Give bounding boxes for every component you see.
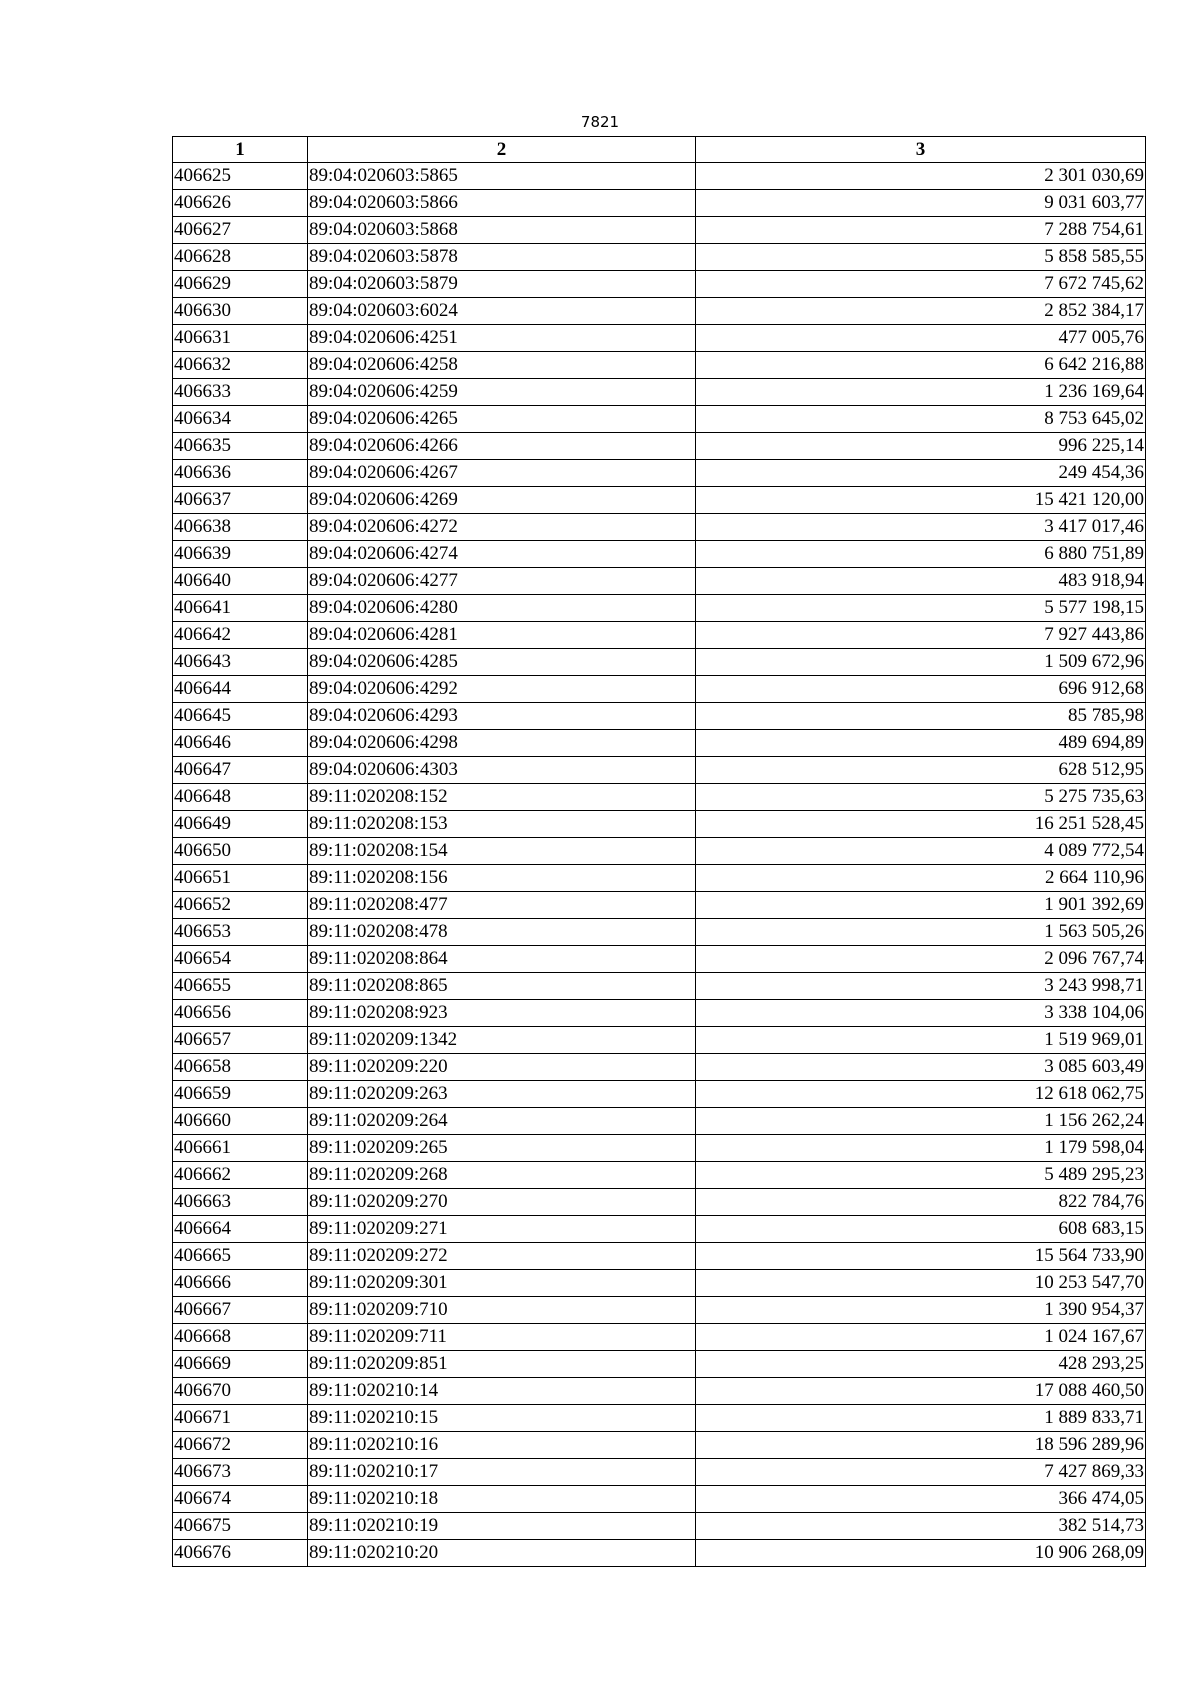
table-row: [173, 865, 1146, 892]
table-row: [173, 1027, 1146, 1054]
table-row: [173, 1351, 1146, 1378]
value-cell: 608 683,15: [696, 1216, 1146, 1243]
value-cell: 5 275 735,63: [696, 784, 1146, 811]
table-row: [173, 946, 1146, 973]
value-cell: 7 672 745,62: [696, 271, 1146, 298]
row-number-cell: 406671: [173, 1405, 308, 1432]
row-number-cell: 406673: [173, 1459, 308, 1486]
cadastral-number-cell: 89:04:020606:4293: [308, 703, 696, 730]
cadastral-number-cell: 89:11:020209:851: [308, 1351, 696, 1378]
cadastral-number-cell: 89:11:020208:477: [308, 892, 696, 919]
row-number-cell: 406661: [173, 1135, 308, 1162]
cadastral-number-cell: 89:11:020209:271: [308, 1216, 696, 1243]
cadastral-number-cell: 89:11:020208:864: [308, 946, 696, 973]
cadastral-number-cell: 89:04:020603:5878: [308, 244, 696, 271]
row-number-cell: 406638: [173, 514, 308, 541]
table-row: [173, 460, 1146, 487]
value-cell: 3 243 998,71: [696, 973, 1146, 1000]
cadastral-number-cell: 89:11:020209:272: [308, 1243, 696, 1270]
row-number-cell: 406634: [173, 406, 308, 433]
row-number-cell: 406672: [173, 1432, 308, 1459]
row-number-cell: 406635: [173, 433, 308, 460]
cadastral-number-cell: 89:04:020606:4272: [308, 514, 696, 541]
row-number-cell: 406628: [173, 244, 308, 271]
table-row: [173, 811, 1146, 838]
row-number-cell: 406644: [173, 676, 308, 703]
table-row: [173, 190, 1146, 217]
value-cell: 6 642 216,88: [696, 352, 1146, 379]
value-cell: 1 179 598,04: [696, 1135, 1146, 1162]
row-number-cell: 406667: [173, 1297, 308, 1324]
row-number-cell: 406627: [173, 217, 308, 244]
cadastral-number-cell: 89:04:020606:4265: [308, 406, 696, 433]
row-number-cell: 406648: [173, 784, 308, 811]
table-row: [173, 784, 1146, 811]
value-cell: 1 156 262,24: [696, 1108, 1146, 1135]
value-cell: 6 880 751,89: [696, 541, 1146, 568]
value-cell: 996 225,14: [696, 433, 1146, 460]
row-number-cell: 406653: [173, 919, 308, 946]
cadastral-number-cell: 89:11:020208:154: [308, 838, 696, 865]
cadastral-number-cell: 89:04:020606:4251: [308, 325, 696, 352]
value-cell: 15 421 120,00: [696, 487, 1146, 514]
value-cell: 366 474,05: [696, 1486, 1146, 1513]
cadastral-number-cell: 89:11:020208:153: [308, 811, 696, 838]
value-cell: 477 005,76: [696, 325, 1146, 352]
value-cell: 3 338 104,06: [696, 1000, 1146, 1027]
value-cell: 2 852 384,17: [696, 298, 1146, 325]
table-row: [173, 676, 1146, 703]
table-row: [173, 1486, 1146, 1513]
cadastral-number-cell: 89:04:020606:4277: [308, 568, 696, 595]
value-cell: 428 293,25: [696, 1351, 1146, 1378]
value-cell: 5 489 295,23: [696, 1162, 1146, 1189]
table-row: [173, 1378, 1146, 1405]
row-number-cell: 406670: [173, 1378, 308, 1405]
table-header-row: [173, 137, 1146, 163]
value-cell: 17 088 460,50: [696, 1378, 1146, 1405]
cadastral-number-cell: 89:04:020603:5865: [308, 163, 696, 190]
table-row: [173, 1216, 1146, 1243]
table-row: [173, 730, 1146, 757]
row-number-cell: 406660: [173, 1108, 308, 1135]
row-number-cell: 406674: [173, 1486, 308, 1513]
value-cell: 85 785,98: [696, 703, 1146, 730]
cadastral-number-cell: 89:11:020209:263: [308, 1081, 696, 1108]
table-row: [173, 568, 1146, 595]
cadastral-number-cell: 89:04:020603:5879: [308, 271, 696, 298]
value-cell: 249 454,36: [696, 460, 1146, 487]
column-header-2: 2: [308, 137, 696, 163]
value-cell: 15 564 733,90: [696, 1243, 1146, 1270]
row-number-cell: 406656: [173, 1000, 308, 1027]
row-number-cell: 406665: [173, 1243, 308, 1270]
cadastral-number-cell: 89:04:020606:4285: [308, 649, 696, 676]
value-cell: 1 390 954,37: [696, 1297, 1146, 1324]
cadastral-number-cell: 89:11:020209:711: [308, 1324, 696, 1351]
cadastral-number-cell: 89:11:020210:20: [308, 1540, 696, 1567]
value-cell: 2 664 110,96: [696, 865, 1146, 892]
cadastral-number-cell: 89:11:020209:301: [308, 1270, 696, 1297]
table-row: [173, 919, 1146, 946]
row-number-cell: 406650: [173, 838, 308, 865]
table-row: [173, 1108, 1146, 1135]
row-number-cell: 406633: [173, 379, 308, 406]
value-cell: 489 694,89: [696, 730, 1146, 757]
cadastral-number-cell: 89:11:020208:478: [308, 919, 696, 946]
cadastral-number-cell: 89:11:020210:16: [308, 1432, 696, 1459]
value-cell: 483 918,94: [696, 568, 1146, 595]
value-cell: 18 596 289,96: [696, 1432, 1146, 1459]
cadastral-number-cell: 89:04:020603:6024: [308, 298, 696, 325]
column-header-1: 1: [173, 137, 308, 163]
cadastral-number-cell: 89:11:020208:152: [308, 784, 696, 811]
table-row: [173, 352, 1146, 379]
row-number-cell: 406649: [173, 811, 308, 838]
table-row: [173, 1189, 1146, 1216]
table-row: [173, 433, 1146, 460]
table-body: [173, 163, 1146, 1567]
table-row: [173, 757, 1146, 784]
table-row: [173, 487, 1146, 514]
row-number-cell: 406631: [173, 325, 308, 352]
table-row: [173, 406, 1146, 433]
cadastral-number-cell: 89:04:020603:5866: [308, 190, 696, 217]
value-cell: 822 784,76: [696, 1189, 1146, 1216]
table-row: [173, 514, 1146, 541]
table-row: [173, 1297, 1146, 1324]
table-row: [173, 595, 1146, 622]
row-number-cell: 406630: [173, 298, 308, 325]
value-cell: 1 509 672,96: [696, 649, 1146, 676]
table-row: [173, 703, 1146, 730]
table-row: [173, 1405, 1146, 1432]
table-row: [173, 1540, 1146, 1567]
cadastral-number-cell: 89:11:020209:264: [308, 1108, 696, 1135]
table-row: [173, 1432, 1146, 1459]
cadastral-number-cell: 89:11:020210:17: [308, 1459, 696, 1486]
value-cell: 3 085 603,49: [696, 1054, 1146, 1081]
value-cell: 628 512,95: [696, 757, 1146, 784]
value-cell: 1 889 833,71: [696, 1405, 1146, 1432]
value-cell: 7 927 443,86: [696, 622, 1146, 649]
table-row: [173, 1135, 1146, 1162]
value-cell: 1 901 392,69: [696, 892, 1146, 919]
cadastral-number-cell: 89:11:020210:19: [308, 1513, 696, 1540]
cadastral-number-cell: 89:04:020606:4267: [308, 460, 696, 487]
value-cell: 5 577 198,15: [696, 595, 1146, 622]
cadastral-number-cell: 89:04:020606:4258: [308, 352, 696, 379]
table-row: [173, 1459, 1146, 1486]
row-number-cell: 406654: [173, 946, 308, 973]
row-number-cell: 406663: [173, 1189, 308, 1216]
row-number-cell: 406662: [173, 1162, 308, 1189]
row-number-cell: 406669: [173, 1351, 308, 1378]
row-number-cell: 406625: [173, 163, 308, 190]
table-row: [173, 1513, 1146, 1540]
row-number-cell: 406636: [173, 460, 308, 487]
value-cell: 4 089 772,54: [696, 838, 1146, 865]
data-table: [172, 136, 1146, 1567]
row-number-cell: 406668: [173, 1324, 308, 1351]
cadastral-number-cell: 89:11:020210:18: [308, 1486, 696, 1513]
value-cell: 1 024 167,67: [696, 1324, 1146, 1351]
value-cell: 7 288 754,61: [696, 217, 1146, 244]
value-cell: 12 618 062,75: [696, 1081, 1146, 1108]
row-number-cell: 406645: [173, 703, 308, 730]
cadastral-number-cell: 89:11:020209:220: [308, 1054, 696, 1081]
cadastral-number-cell: 89:04:020606:4281: [308, 622, 696, 649]
value-cell: 16 251 528,45: [696, 811, 1146, 838]
row-number-cell: 406640: [173, 568, 308, 595]
cadastral-number-cell: 89:11:020209:265: [308, 1135, 696, 1162]
table-row: [173, 1162, 1146, 1189]
table-row: [173, 271, 1146, 298]
cadastral-number-cell: 89:11:020208:865: [308, 973, 696, 1000]
table-row: [173, 1243, 1146, 1270]
cadastral-number-cell: 89:04:020606:4259: [308, 379, 696, 406]
table-row: [173, 163, 1146, 190]
table-row: [173, 1324, 1146, 1351]
value-cell: 8 753 645,02: [696, 406, 1146, 433]
cadastral-number-cell: 89:11:020209:270: [308, 1189, 696, 1216]
cadastral-number-cell: 89:04:020603:5868: [308, 217, 696, 244]
row-number-cell: 406639: [173, 541, 308, 568]
row-number-cell: 406646: [173, 730, 308, 757]
row-number-cell: 406675: [173, 1513, 308, 1540]
row-number-cell: 406626: [173, 190, 308, 217]
value-cell: 1 519 969,01: [696, 1027, 1146, 1054]
value-cell: 382 514,73: [696, 1513, 1146, 1540]
cadastral-number-cell: 89:11:020208:156: [308, 865, 696, 892]
row-number-cell: 406655: [173, 973, 308, 1000]
row-number-cell: 406647: [173, 757, 308, 784]
table-row: [173, 541, 1146, 568]
value-cell: 5 858 585,55: [696, 244, 1146, 271]
table-row: [173, 1000, 1146, 1027]
value-cell: 7 427 869,33: [696, 1459, 1146, 1486]
value-cell: 10 906 268,09: [696, 1540, 1146, 1567]
value-cell: 3 417 017,46: [696, 514, 1146, 541]
table-row: [173, 298, 1146, 325]
table-row: [173, 1270, 1146, 1297]
page-number: 7821: [580, 113, 620, 131]
table-row: [173, 622, 1146, 649]
cadastral-number-cell: 89:11:020209:1342: [308, 1027, 696, 1054]
value-cell: 2 096 767,74: [696, 946, 1146, 973]
row-number-cell: 406658: [173, 1054, 308, 1081]
cadastral-number-cell: 89:04:020606:4298: [308, 730, 696, 757]
row-number-cell: 406652: [173, 892, 308, 919]
row-number-cell: 406632: [173, 352, 308, 379]
value-cell: 696 912,68: [696, 676, 1146, 703]
cadastral-number-cell: 89:04:020606:4303: [308, 757, 696, 784]
row-number-cell: 406651: [173, 865, 308, 892]
table-row: [173, 892, 1146, 919]
value-cell: 10 253 547,70: [696, 1270, 1146, 1297]
row-number-cell: 406643: [173, 649, 308, 676]
table-row: [173, 325, 1146, 352]
cadastral-number-cell: 89:11:020209:268: [308, 1162, 696, 1189]
cadastral-number-cell: 89:04:020606:4266: [308, 433, 696, 460]
cadastral-number-cell: 89:11:020210:14: [308, 1378, 696, 1405]
row-number-cell: 406657: [173, 1027, 308, 1054]
table-row: [173, 1054, 1146, 1081]
table-row: [173, 973, 1146, 1000]
row-number-cell: 406659: [173, 1081, 308, 1108]
table-row: [173, 1081, 1146, 1108]
cadastral-number-cell: 89:04:020606:4292: [308, 676, 696, 703]
row-number-cell: 406664: [173, 1216, 308, 1243]
column-header-3: 3: [696, 137, 1146, 163]
row-number-cell: 406676: [173, 1540, 308, 1567]
row-number-cell: 406642: [173, 622, 308, 649]
cadastral-number-cell: 89:04:020606:4269: [308, 487, 696, 514]
value-cell: 1 236 169,64: [696, 379, 1146, 406]
table-row: [173, 838, 1146, 865]
table-row: [173, 244, 1146, 271]
value-cell: 1 563 505,26: [696, 919, 1146, 946]
cadastral-number-cell: 89:11:020208:923: [308, 1000, 696, 1027]
table-row: [173, 379, 1146, 406]
row-number-cell: 406641: [173, 595, 308, 622]
cadastral-number-cell: 89:11:020210:15: [308, 1405, 696, 1432]
table-row: [173, 649, 1146, 676]
row-number-cell: 406637: [173, 487, 308, 514]
cadastral-number-cell: 89:04:020606:4274: [308, 541, 696, 568]
table-row: [173, 217, 1146, 244]
value-cell: 2 301 030,69: [696, 163, 1146, 190]
cadastral-number-cell: 89:04:020606:4280: [308, 595, 696, 622]
cadastral-number-cell: 89:11:020209:710: [308, 1297, 696, 1324]
row-number-cell: 406629: [173, 271, 308, 298]
value-cell: 9 031 603,77: [696, 190, 1146, 217]
row-number-cell: 406666: [173, 1270, 308, 1297]
